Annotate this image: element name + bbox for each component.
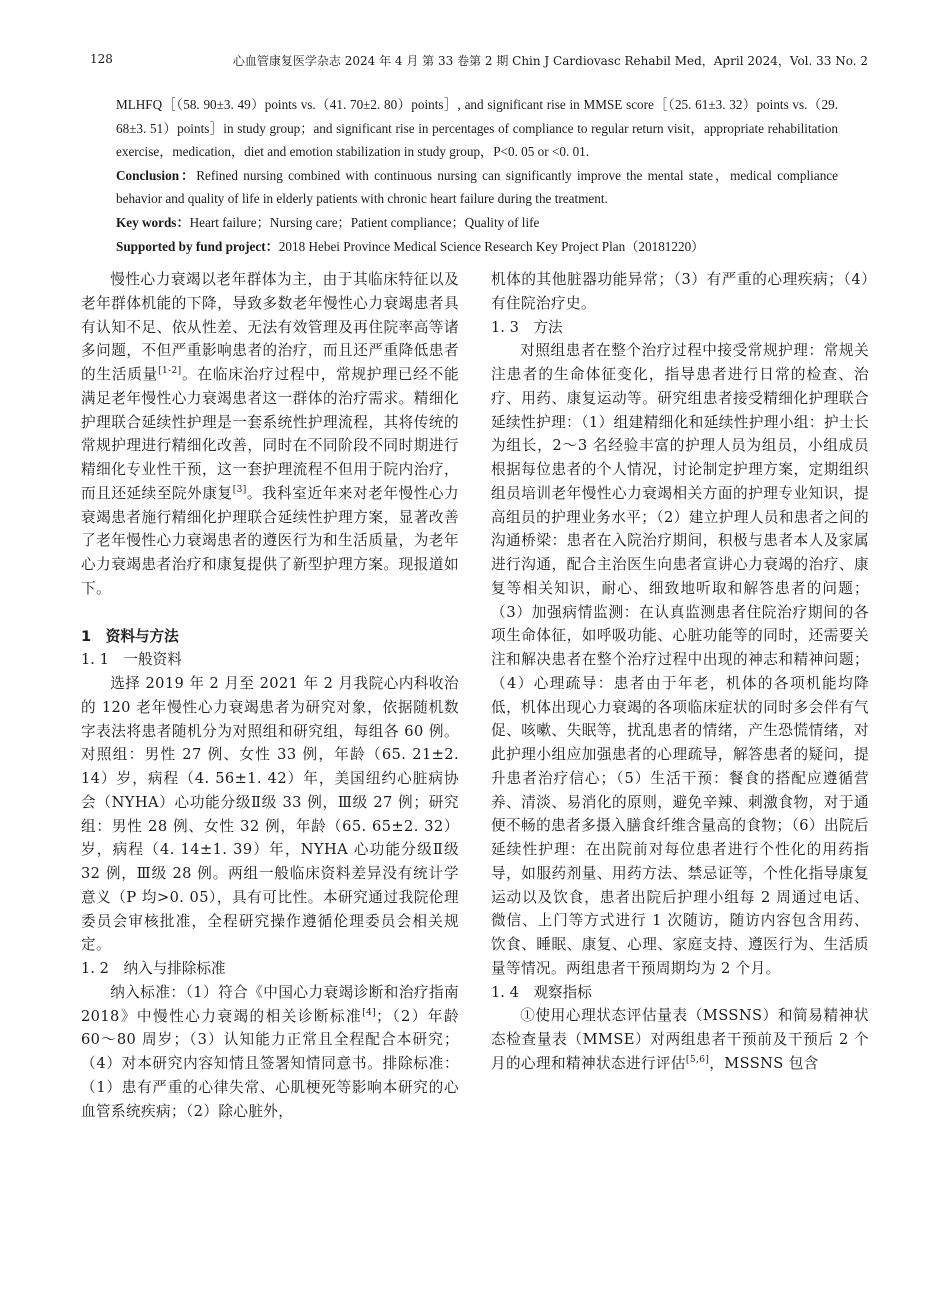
criteria-text-2: ；（2）年龄 60～80 周岁；（3）认知能力正常且全程配合本研究；（4）对本研究内容知情且签署知情同意书。排除标准：（1）患有严重的心律失常、心肌梗死等影响本研究的心血管系统疾病；（2）除心脏外，: [81, 1007, 459, 1120]
intro-text-2: 。在临床治疗过程中，常规护理已经不能满足老年慢性心力衰竭患者这一群体的治疗需求。精细化护理联合延续性护理是一套系统性护理流程，其将传统的常规护理进行精细化改善，同时在不同阶段不同时期进行精细化专业性干预，这一套护理流程不但用于院内治疗，而且还延续至院外康复: [81, 366, 459, 502]
subsection-heading-1-3: 1. 3 方法: [491, 318, 563, 336]
observation-paragraph: [491, 1004, 869, 1075]
subsection-heading-1-2: 1. 2 纳入与排除标准: [81, 960, 226, 977]
keywords-label: Key words：: [116, 214, 190, 230]
right-column: [491, 268, 869, 1076]
criteria-paragraph: [81, 981, 459, 1124]
keywords-text: Heart failure；Nursing care；Patient compliance；Quality of life: [189, 214, 540, 230]
subsection-heading-1-1: 1. 1 一般资料: [81, 651, 182, 669]
observation-text-2: ，MSSNS 包含: [709, 1054, 819, 1072]
page-number: 128: [90, 52, 113, 66]
citation-ref: [1-2]: [158, 366, 182, 377]
criteria-text-1: 纳入标准：（1）符合《中国心力衰竭诊断和治疗指南 2018》中慢性心力衰竭的相关诊断标准: [81, 983, 459, 1025]
left-column: [81, 268, 459, 1123]
abstract-keywords: [116, 211, 838, 235]
fund-text: 2018 Hebei Province Medical Science Research Key Project Plan（20181220）: [278, 238, 705, 254]
page-header: [90, 52, 868, 72]
subsection-heading-1-4: 1. 4 观察指标: [491, 983, 592, 1001]
spacer: [81, 601, 459, 625]
methods-paragraph: 对照组患者在整个治疗过程中接受常规护理：常规关注患者的生命体征变化，指导患者进行日常的检查、治疗、用药、康复运动等。研究组患者接受精细化护理联合延续性护理：（1）组建精细化和延续性护理小组：护士长为组长，2～3 名经验丰富的护理人员为组员，小组成员根据每位患者的个人情况，讨论制定护理方案，定期组织组员培训老年慢性心力衰竭相关方面的护理专业知识，提高组员的护理业务水平；（2）建立护理人员和患者之间的沟通桥梁：患者在入院治疗期间，积极与患者本人及家属进行沟通，配合主治医生向患者宣讲心力衰竭的治疗、康复等相关知识，耐心、细致地听取和解答患者的问题；（3）加强病情监测：在认真监测患者住院治疗期间的各项生命体征，如呼吸功能、心脏功能等的同时，还需要关注和解决患者在整个治疗过程中出现的神志和精神问题；（4）心理疏导：患者由于年老，机体的各项机能均降低，机体出现心力衰竭的各项临床症状的同时多会伴有气促、咳嗽、失眠等，扰乱患者的情绪，产生恐慌情绪，对此护理小组应加强患者的心理疏导，解答患者的疑问，提升患者治疗信心；（5）生活干预：餐食的搭配应遵循营养、清淡、易消化的原则，避免辛辣、刺激食物，对于通便不畅的患者多摄入膳食纤维含量高的食物；（6）出院后延续性护理：在出院前对每位患者进行个性化的用药指导，如服药剂量、用药方法、禁忌证等，个性化指导康复运动以及饮食，患者出院后护理小组每 2 周通过电话、微信、上门等方式进行 1 次随访，随访内容包含用药、饮食、睡眠、康复、心理、家庭支持、遵医行为、生活质量等情况。两组患者干预周期均为 2 个月。: [491, 342, 869, 977]
conclusion-label: Conclusion：: [116, 167, 197, 183]
general-data-paragraph: 选择 2019 年 2 月至 2021 年 2 月我院心内科收治的 120 老年慢性心力衰竭患者为研究对象，依据随机数字表法将患者随机分为对照组和研究组，每组各 60 例。对照组：男性 27 例、女性 33 例，年龄（65. 21±2. 14）岁，病程（4. 56±1. 42）年，美国纽约心脏病协会（NYHA）心功能分级Ⅱ级 33 例，Ⅲ级 27 例；研究组：男性 28 例、女性 32 例，年龄（65. 65±2. 32）岁，病程（4. 14±1. 39）年，NYHA 心功能分级Ⅱ级 32 例，Ⅲ级 28 例。两组一般临床资料差异没有统计学意义（P 均>0. 05），具有可比性。本研究通过我院伦理委员会审核批准，全程研究操作遵循伦理委员会相关规定。: [81, 675, 459, 954]
intro-paragraph: [81, 268, 459, 601]
criteria-continuation: 机体的其他脏器功能异常；（3）有严重的心理疾病；（4）有住院治疗史。: [491, 271, 869, 312]
intro-text-3: 。我科室近年来对老年慢性心力衰竭患者施行精细化护理联合延续性护理方案，显著改善了老年慢性心力衰竭患者的遵医行为和生活质量，为老年心力衰竭患者治疗和康复提供了新型护理方案。现报道如下。: [81, 484, 459, 597]
fund-label: Supported by fund project：: [116, 238, 279, 254]
conclusion-text: Refined nursing combined with continuous nursing can significantly improve the mental state，medical compliance behavior and quality of life in elderly patients with chronic heart failure during the treatment.: [116, 167, 838, 207]
observation-text-1: ①使用心理状态评估量表（MSSNS）和简易精神状态检查量表（MMSE）对两组患者干预前及干预后 2 个月的心理和精神状态进行评估: [491, 1007, 869, 1072]
intro-text-1: 慢性心力衰竭以老年群体为主，由于其临床特征以及老年群体机能的下降，导致多数老年慢性心力衰竭患者具有认知不足、依从性差、无法有效管理及再住院率高等诸多问题，不但严重影响患者的治疗，而且还严重降低患者的生活质量: [81, 271, 459, 383]
citation-ref: [4]: [362, 1007, 377, 1018]
abstract-fund: [116, 235, 838, 259]
citation-ref: [3]: [232, 484, 247, 495]
journal-running-title: 心血管康复医学杂志 2024 年 4 月 第 33 卷第 2 期 Chin J Cardiovasc Rehabil Med，April 2024，Vol. 33 No. 2: [232, 54, 868, 68]
abstract-conclusion: [116, 164, 838, 211]
abstract-results-tail: MLHFQ［（58. 90±3. 49）points vs.（41. 70±2. 80）points］, and significant rise in MMSE score［（25. 61±3. 32）points vs.（29. 68±3. 51）points］in study group；and significant rise in percentages of compliance to regular return visit，appropriate rehabilitation exercise，medication，diet and emotion stabilization in study group，P<0. 05 or <0. 01.: [116, 97, 838, 160]
english-abstract: [116, 93, 838, 258]
citation-ref: [5,6]: [685, 1054, 710, 1065]
section-heading: 1 资料与方法: [81, 627, 179, 645]
